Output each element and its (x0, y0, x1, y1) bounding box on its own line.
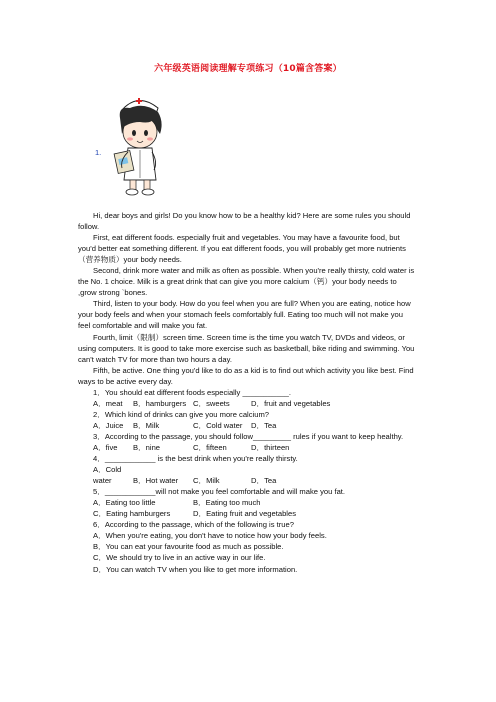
option: C．We should try to live in an active way in our life. (93, 553, 266, 563)
option: B．You can eat your favourite food as much as possible. (93, 542, 284, 552)
option: A．Eating too little (93, 498, 156, 508)
option: D．You can watch TV when you like to get more information. (93, 564, 298, 574)
option: D．thirteen (251, 442, 290, 452)
option: D．fruit and vegetables (251, 398, 331, 408)
option: B．Hot water (133, 476, 179, 486)
option: B．hamburgers (133, 398, 187, 408)
paragraph-4: Fourth, limit（限制）screen time. Screen time is the time you watch TV, DVDs and videos, or using computers. It is good to take more exercise such as basketball, bike riding and swimming. You can't watch TV for more than two hours a day. (78, 332, 415, 364)
question-number: 1. (95, 148, 102, 157)
options-row (78, 398, 416, 409)
option: B．Eating too much (193, 498, 261, 508)
option: D．Tea (251, 420, 277, 430)
reading-passage (78, 210, 416, 575)
options-row (78, 464, 416, 486)
options-row (78, 508, 416, 519)
page-title: 六年级英语阅读理解专项练习（10篇含答案） (154, 64, 342, 74)
option: C．sweets (193, 398, 230, 408)
question-stem: 6．According to the passage, which of the following is true? (93, 520, 294, 530)
question-stem: 4．____________ is the best drink when you're really thirsty. (93, 454, 298, 464)
option: D．Eating fruit and vegetables (193, 509, 296, 519)
question-stem: 1．You should eat different foods especially ___________. (93, 387, 292, 397)
intro-paragraph: Hi, dear boys and girls! Do you know how to be a healthy kid? Here are some rules you should follow. (78, 211, 411, 232)
nurse-illustration (108, 88, 170, 198)
option: B．nine (133, 442, 161, 452)
paragraph-5: Fifth, be active. One thing you'd like to do as a kid is to find out which activity you like best. Find ways to be active every day. (78, 365, 414, 386)
option: A．Juice (93, 420, 124, 430)
paragraph-1: First, eat different foods. especially fruit and vegetables. You may have a favourite food, but you'd better eat something different. If you eat different foods, you will probably get more nutrients（营养物质）your body needs. (78, 233, 406, 265)
paragraph-2: Second, drink more water and milk as often as possible. When you're really thirsty, cold water is the No. 1 choice. Milk is a great drink that can give you more calcium（钙）your body needs to ,grow strong `bones. (78, 266, 415, 298)
option: A．five (93, 442, 118, 452)
question-stem: 5．____________will not make you feel comfortable and will make you fat. (93, 487, 346, 497)
question-stem: 2．Which kind of drinks can give you more calcium? (93, 409, 269, 419)
option: A．When you're eating, you don't have to notice how your body feels. (93, 531, 327, 541)
option: B．Milk (133, 420, 160, 430)
options-row (78, 497, 416, 508)
question-stem: 3．According to the passage, you should follow_________ rules if you want to keep healthy. (93, 431, 404, 441)
option: C．Cold water (193, 420, 243, 430)
options-row (78, 420, 416, 431)
options-row (78, 442, 416, 453)
paragraph-3: Third, listen to your body. How do you feel when you are full? When you are eating, notice how your body feels and when your stomach feels comfortably full. Eating too much will not make you feel comfortable and will make you fat. (78, 299, 411, 331)
option: A．Cold water (93, 465, 122, 486)
option: C．Eating hamburgers (93, 509, 171, 519)
option: C．Milk (193, 476, 220, 486)
option: A．meat (93, 398, 123, 408)
option: D．Tea (251, 476, 277, 486)
option: C．fifteen (193, 442, 227, 452)
